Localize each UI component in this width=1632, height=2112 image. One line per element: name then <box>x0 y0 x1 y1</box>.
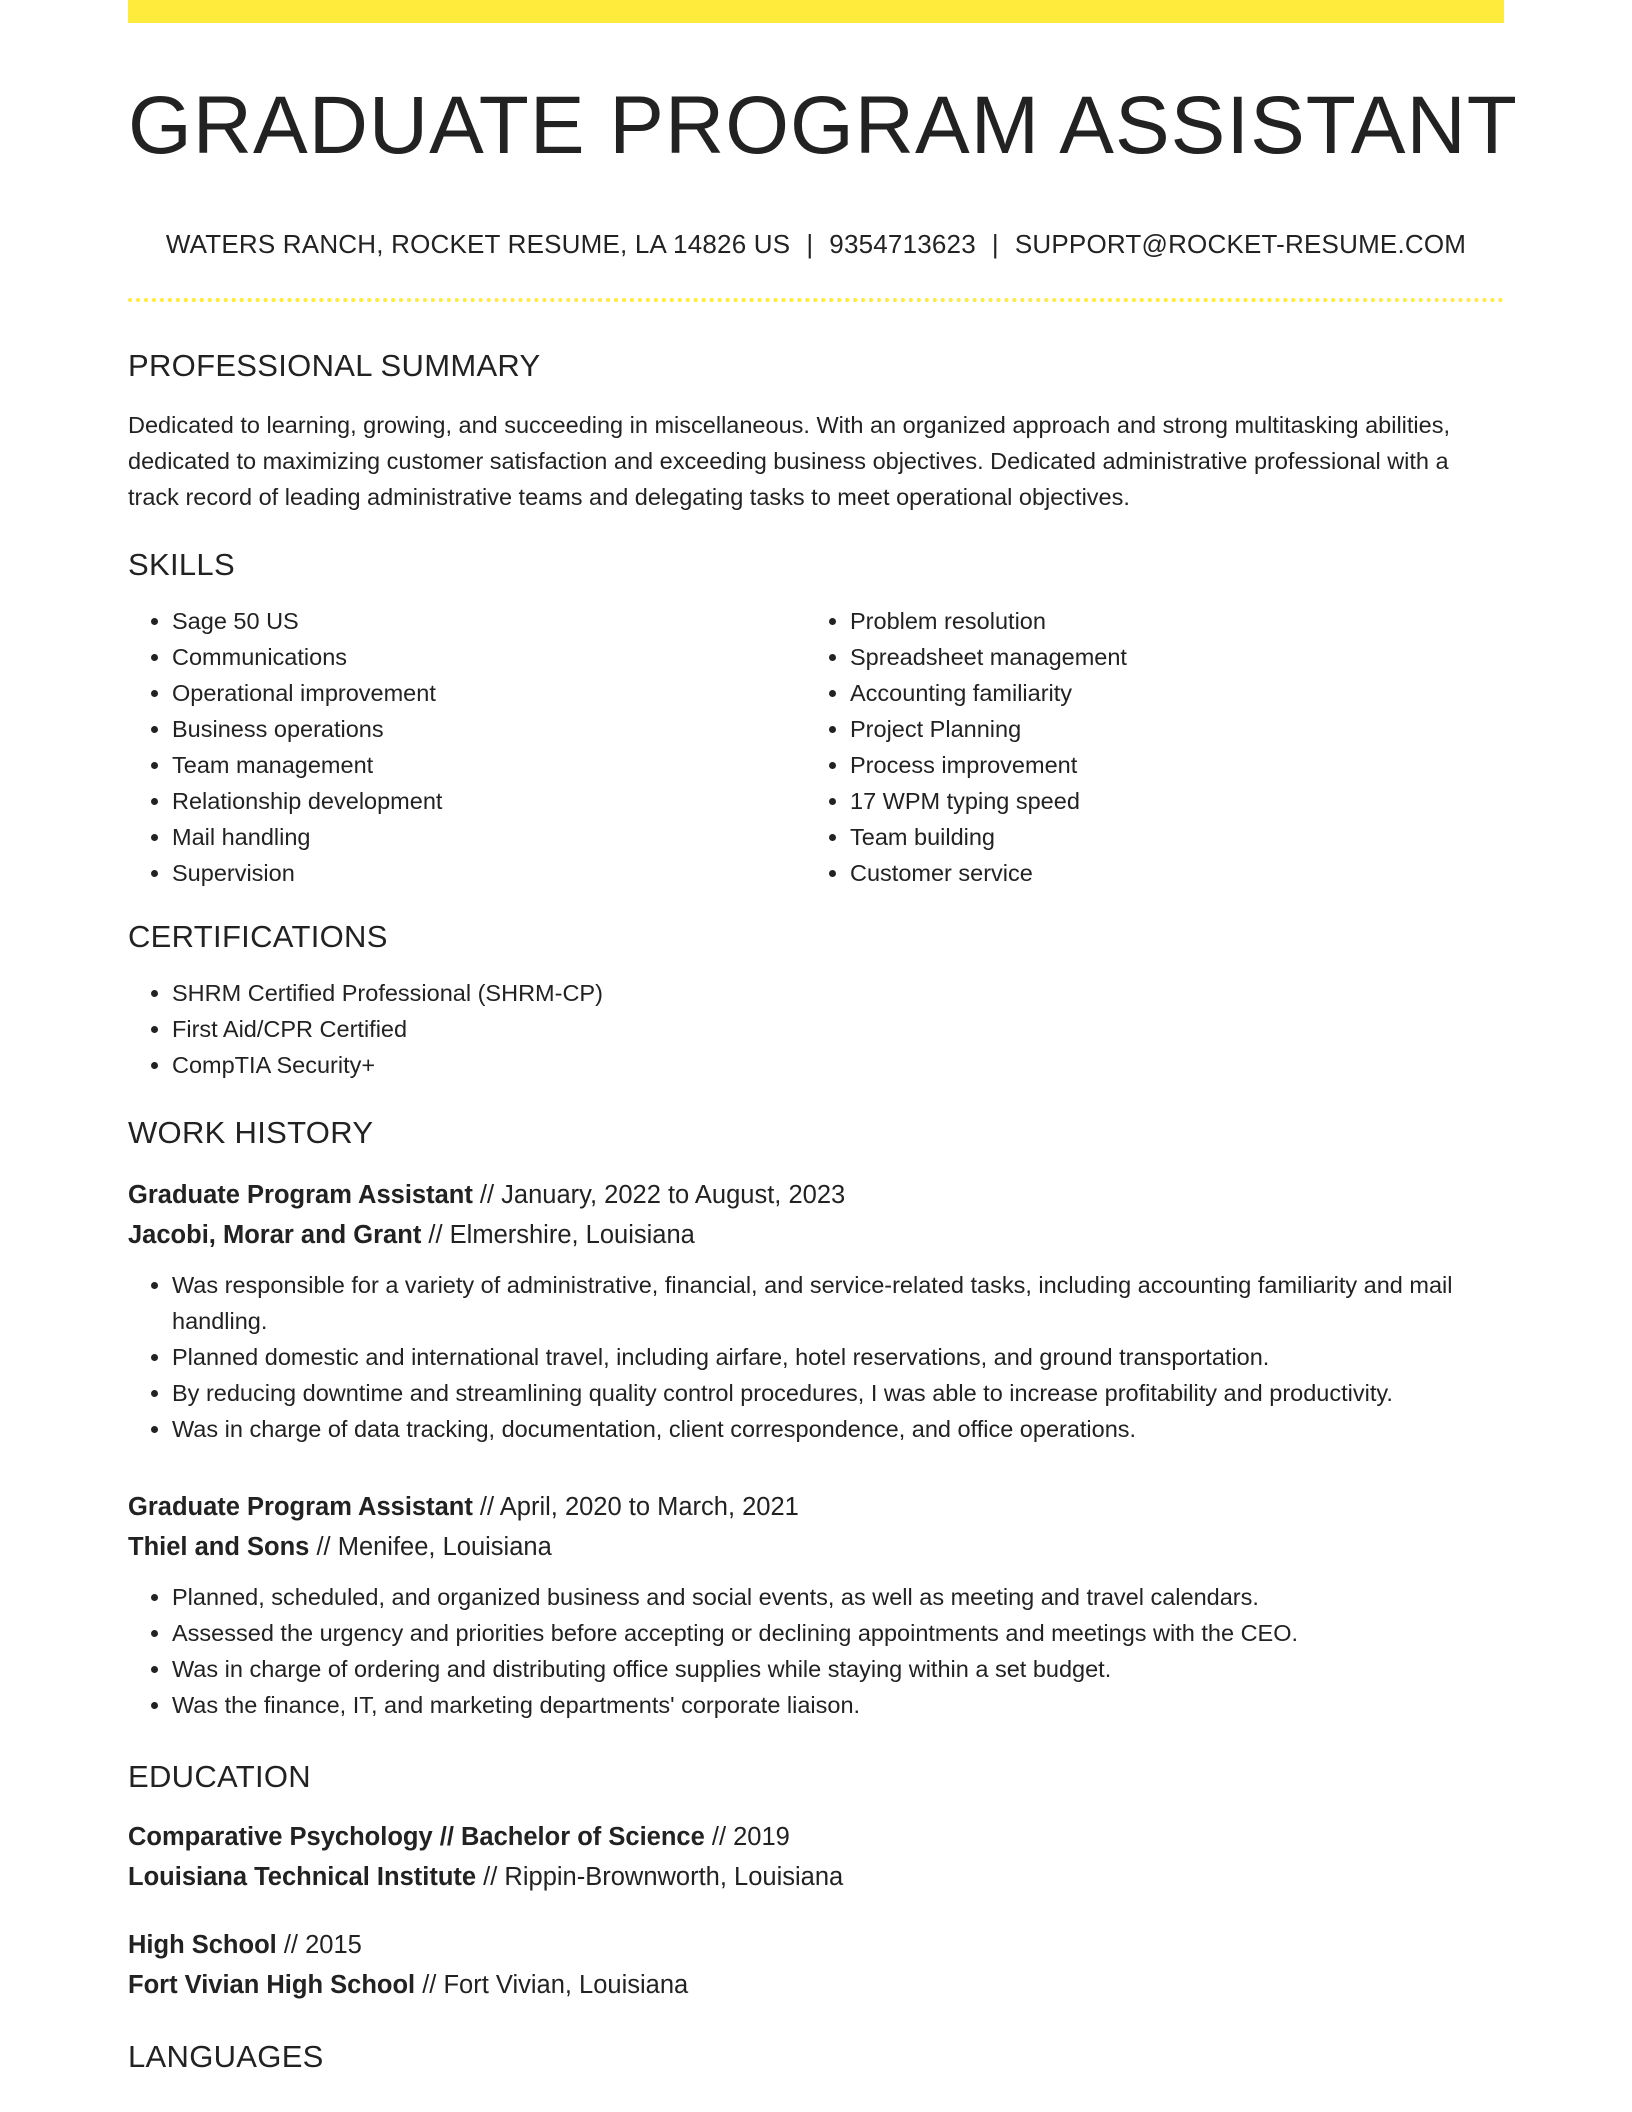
dotted-divider <box>128 298 1504 302</box>
skill-item: • Team management <box>172 747 806 783</box>
skills-grid <box>128 603 1504 891</box>
skill-item: • Team building <box>850 819 1484 855</box>
education-entry <box>128 1817 1504 1897</box>
certifications-list <box>128 975 1504 1083</box>
job-bullet: • Was the finance, IT, and marketing departments' corporate liaison. <box>172 1687 1504 1723</box>
skills-list-right <box>806 603 1484 891</box>
education-degree: Comparative Psychology // Bachelor of Science <box>128 1823 705 1851</box>
education-degree: High School <box>128 1931 277 1959</box>
education-degree-line <box>128 1817 1504 1857</box>
section-heading-languages: LANGUAGES <box>128 2039 324 2074</box>
job-title-line <box>128 1487 1504 1527</box>
job-company-line <box>128 1215 1504 1255</box>
contact-address: WATERS RANCH, ROCKET RESUME, LA 14826 US <box>165 229 791 259</box>
job-bullet: • Was responsible for a variety of administrative, financial, and service-related tasks, including accounting familiarity and mail handling. <box>172 1267 1504 1339</box>
job-entry <box>128 1175 1504 1447</box>
job-bullet: • Was in charge of ordering and distributing office supplies while staying within a set budget. <box>172 1651 1504 1687</box>
certification-item: • SHRM Certified Professional (SHRM-CP) <box>172 975 1504 1011</box>
summary-text: Dedicated to learning, growing, and succeeding in miscellaneous. With an organized approach and strong multitasking abilities, dedicated to maximizing customer satisfaction and exceeding business objectives. Dedicated administrative professional with a track record of leading administrative teams and delegating tasks to meet operational objectives. <box>128 412 1450 510</box>
certification-item: • CompTIA Security+ <box>172 1047 1504 1083</box>
contact-separator: | <box>991 229 999 259</box>
job-dates: // April, 2020 to March, 2021 <box>472 1493 799 1521</box>
education-school: Fort Vivian High School <box>128 1971 416 1999</box>
skill-item: • 17 WPM typing speed <box>850 783 1484 819</box>
skills-list-left <box>128 603 806 891</box>
section-heading-work-history: WORK HISTORY <box>128 1115 374 1150</box>
education-year: // 2019 <box>704 1823 790 1851</box>
skill-item: • Spreadsheet management <box>850 639 1484 675</box>
skill-item: • Mail handling <box>172 819 806 855</box>
education-school: Louisiana Technical Institute <box>128 1863 477 1891</box>
section-heading-skills: SKILLS <box>128 547 235 582</box>
section-heading-summary: PROFESSIONAL SUMMARY <box>128 348 541 383</box>
job-bullet: • Was in charge of data tracking, documentation, client correspondence, and office operations. <box>172 1411 1504 1447</box>
certification-item: • First Aid/CPR Certified <box>172 1011 1504 1047</box>
skill-item: • Business operations <box>172 711 806 747</box>
resume-title: GRADUATE PROGRAM ASSISTANT <box>128 80 1518 171</box>
contact-phone[interactable]: 9354713623 <box>829 229 976 259</box>
job-bullet: • Planned domestic and international travel, including airfare, hotel reservations, and ground transportation. <box>172 1339 1504 1375</box>
job-company-line <box>128 1527 1504 1567</box>
education-location: // Fort Vivian, Louisiana <box>415 1971 689 1999</box>
resume-page <box>128 0 1518 2075</box>
job-title: Graduate Program Assistant <box>128 1181 473 1209</box>
job-bullet: • Assessed the urgency and priorities before accepting or declining appointments and meetings with the CEO. <box>172 1615 1504 1651</box>
job-company: Thiel and Sons <box>128 1533 310 1561</box>
skill-item: • Project Planning <box>850 711 1484 747</box>
job-location: // Menifee, Louisiana <box>309 1533 552 1561</box>
education-school-line <box>128 1965 1504 2005</box>
section-heading-education: EDUCATION <box>128 1759 311 1794</box>
skill-item: • Problem resolution <box>850 603 1484 639</box>
contact-line <box>128 229 1504 260</box>
job-bullet: • By reducing downtime and streamlining quality control procedures, I was able to increase profitability and productivity. <box>172 1375 1504 1411</box>
job-bullet: • Planned, scheduled, and organized business and social events, as well as meeting and travel calendars. <box>172 1579 1504 1615</box>
education-entry <box>128 1925 1504 2005</box>
education-year: // 2015 <box>276 1931 362 1959</box>
section-heading-certifications: CERTIFICATIONS <box>128 919 388 954</box>
skill-item: • Operational improvement <box>172 675 806 711</box>
job-bullets <box>128 1267 1504 1447</box>
job-company: Jacobi, Morar and Grant <box>128 1221 422 1249</box>
contact-separator: | <box>806 229 814 259</box>
skill-item: • Accounting familiarity <box>850 675 1484 711</box>
education-location: // Rippin-Brownworth, Louisiana <box>476 1863 844 1891</box>
job-dates: // January, 2022 to August, 2023 <box>472 1181 846 1209</box>
skill-item: • Relationship development <box>172 783 806 819</box>
skill-item: • Supervision <box>172 855 806 891</box>
education-school-line <box>128 1857 1504 1897</box>
skill-item: • Communications <box>172 639 806 675</box>
skill-item: • Sage 50 US <box>172 603 806 639</box>
contact-email[interactable]: SUPPORT@ROCKET-RESUME.COM <box>1014 229 1467 259</box>
skill-item: • Process improvement <box>850 747 1484 783</box>
job-title: Graduate Program Assistant <box>128 1493 473 1521</box>
job-title-line <box>128 1175 1504 1215</box>
job-entry <box>128 1487 1504 1723</box>
job-location: // Elmershire, Louisiana <box>421 1221 695 1249</box>
job-bullets <box>128 1579 1504 1723</box>
accent-bar <box>128 0 1504 23</box>
skill-item: • Customer service <box>850 855 1484 891</box>
education-degree-line <box>128 1925 1504 1965</box>
